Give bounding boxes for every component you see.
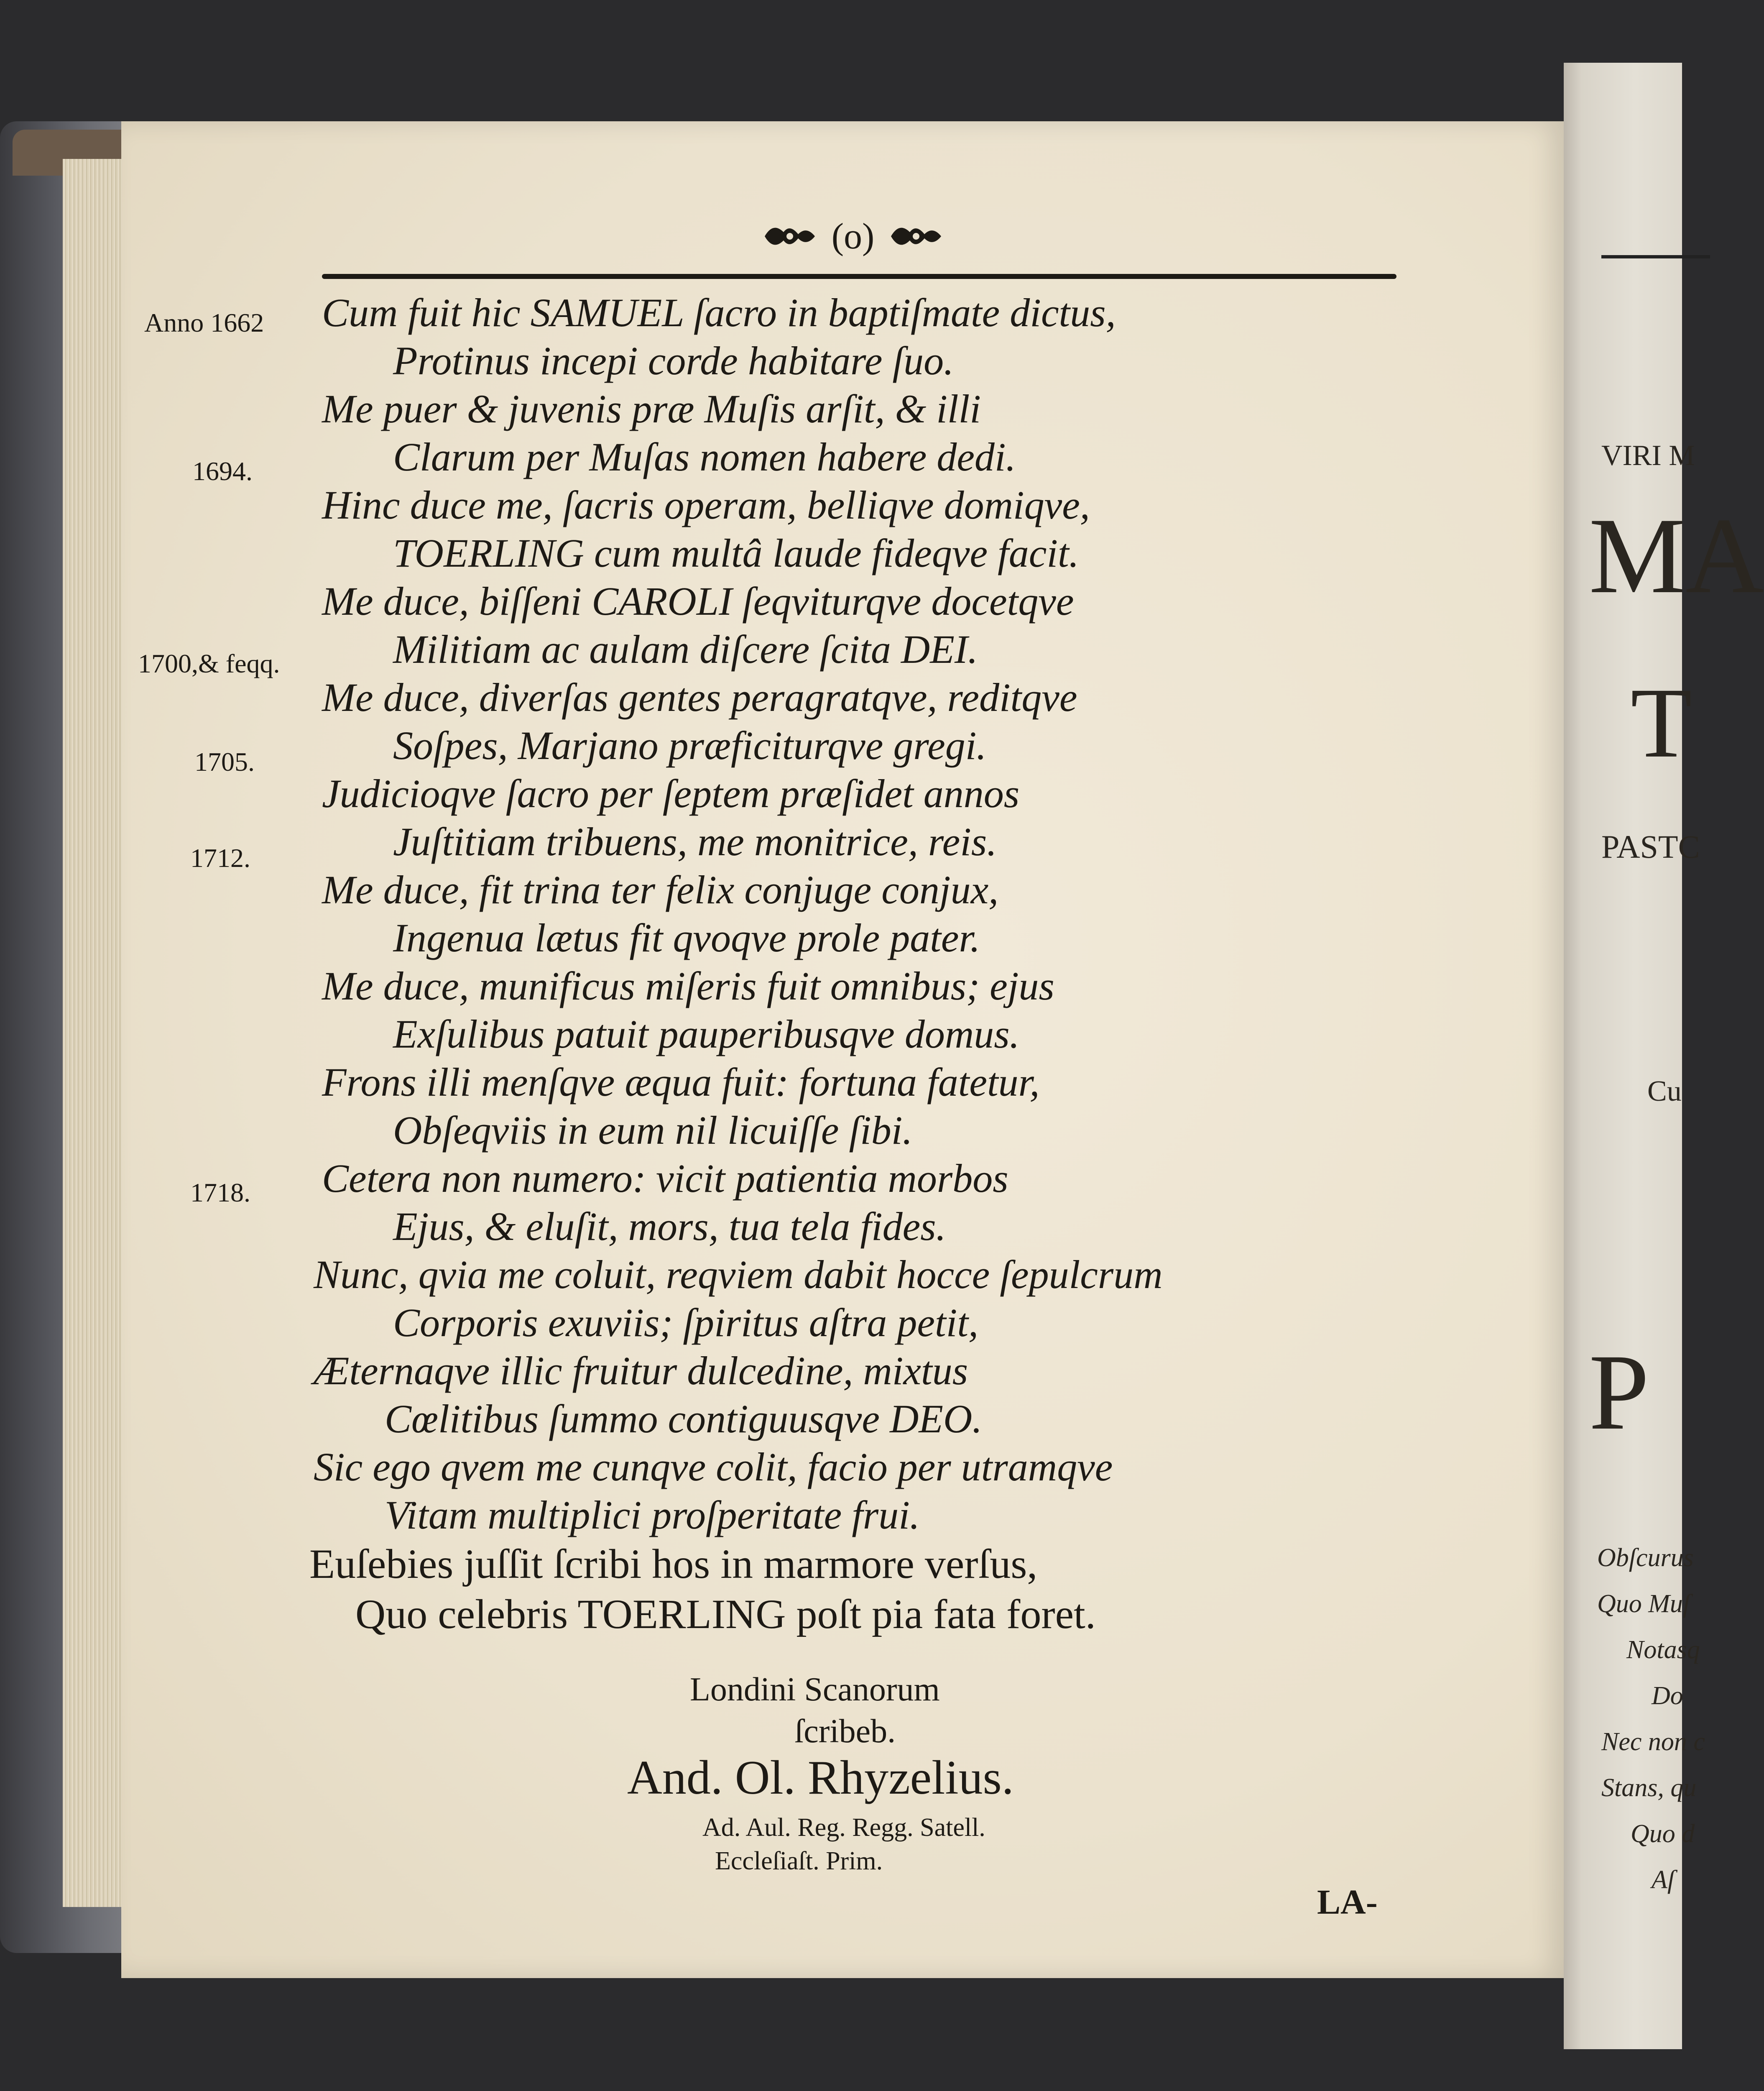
- facing-text: Stans, qu: [1601, 1774, 1697, 1802]
- verse-line: Nunc, qvia me coluit, reqviem dabit hocce ſepulcrum: [314, 1252, 1163, 1297]
- facing-text: Quo Muſ: [1597, 1590, 1690, 1618]
- verse-line: Hinc duce me, ſacris operam, belliqve domiqve,: [322, 483, 1090, 527]
- facing-text: Obſcurus: [1597, 1544, 1694, 1572]
- signature-place: Londini Scanorum: [690, 1671, 940, 1708]
- facing-text: PASTC: [1601, 828, 1700, 865]
- fleuron-left-icon: [761, 220, 819, 253]
- closing-line: Quo celebris TOERLING poſt pia fata foret.: [355, 1591, 1096, 1637]
- signature-name: And. Ol. Rhyzelius.: [627, 1751, 1014, 1805]
- facing-text: Cu: [1647, 1075, 1682, 1107]
- facing-text: VIRI M: [1601, 440, 1695, 472]
- verse-line: TOERLING cum multâ laude fideqve facit.: [393, 531, 1079, 575]
- page-header: [744, 213, 962, 259]
- facing-text: MA: [1589, 496, 1764, 616]
- verse-line: Juſtitiam tribuens, me monitrice, reis.: [393, 819, 997, 864]
- verse-line: Me duce, biſſeni CAROLI ſeqviturqve docetqve: [322, 579, 1074, 624]
- verse-line: Protinus incepi corde habitare ſuo.: [393, 338, 954, 383]
- verse-line: Corporis exuviis; ſpiritus aſtra petit,: [393, 1300, 979, 1345]
- page-mark: (o): [831, 216, 875, 257]
- verse-line: Me duce, munificus miſeris fuit omnibus; ejus: [322, 964, 1054, 1008]
- verse-line: Ejus, & eluſit, mors, tua tela fides.: [393, 1204, 946, 1249]
- signature-verb: ſcribeb.: [794, 1713, 896, 1750]
- facing-text: Notasq: [1626, 1636, 1700, 1664]
- page-stack-edge: [63, 159, 130, 1907]
- margin-note-1712: 1712.: [190, 843, 250, 873]
- verse-line: Me duce, fit trina ter felix conjuge conjux,: [322, 867, 999, 912]
- facing-page: [1564, 63, 1764, 2049]
- facing-text: Nec non c: [1601, 1728, 1705, 1756]
- verse-line: Judicioqve ſacro per ſeptem præſidet annos: [322, 771, 1020, 816]
- facing-text: Do: [1652, 1682, 1683, 1710]
- verse-line: Vitam multiplici proſperitate frui.: [385, 1493, 920, 1537]
- verse-line: Cœlitibus ſummo contiguusqve DEO.: [385, 1396, 983, 1441]
- margin-note-1694: 1694.: [192, 456, 253, 486]
- verse-line: Militiam ac aulam diſcere ſcita DEI.: [393, 627, 978, 672]
- verse-line: Obſeqviis in eum nil licuiſſe ſibi.: [393, 1108, 913, 1153]
- fleuron-right-icon: [887, 220, 945, 253]
- facing-text: Aſ: [1652, 1866, 1675, 1894]
- verse-line: Exſulibus patuit pauperibusqve domus.: [393, 1012, 1020, 1056]
- verse-line: Me duce, diverſas gentes peragratqve, reditqve: [322, 675, 1077, 720]
- verse-line: Ingenua lætus fit qvoqve prole pater.: [393, 915, 980, 960]
- facing-text: P: [1589, 1332, 1649, 1452]
- verse-line: Æternaqve illic fruitur dulcedine, mixtus: [314, 1348, 968, 1393]
- header-rule: [322, 274, 1396, 279]
- verse-line: Cum fuit hic SAMUEL ſacro in baptiſmate dictus,: [322, 290, 1116, 335]
- margin-note-1700: 1700,& feqq.: [138, 649, 280, 678]
- facing-text: Quo d: [1631, 1820, 1695, 1848]
- margin-note-1718: 1718.: [190, 1178, 250, 1207]
- signature-title-2: Eccleſiaſt. Prim.: [715, 1847, 883, 1875]
- margin-note-1662: Anno 1662: [144, 308, 264, 337]
- facing-page-rule: [1601, 255, 1710, 258]
- signature-title-1: Ad. Aul. Reg. Regg. Satell.: [702, 1813, 985, 1842]
- verse-line: Frons illi menſqve æqua fuit: fortuna fatetur,: [322, 1060, 1040, 1104]
- verse-line: Soſpes, Marjano præficiturqve gregi.: [393, 723, 987, 768]
- facing-text: T: [1631, 667, 1692, 778]
- margin-note-1705: 1705.: [194, 747, 255, 777]
- verse-line: Clarum per Muſas nomen habere dedi.: [393, 435, 1016, 479]
- closing-line: Euſebies juſſit ſcribi hos in marmore verſus,: [309, 1541, 1038, 1587]
- verse-line: Me puer & juvenis præ Muſis arſit, & illi: [322, 386, 981, 431]
- verse-line: Sic ego qvem me cunqve colit, facio per utramqve: [314, 1444, 1113, 1489]
- catchword: LA-: [1317, 1883, 1378, 1922]
- verse-line: Cetera non numero: vicit patientia morbos: [322, 1156, 1008, 1201]
